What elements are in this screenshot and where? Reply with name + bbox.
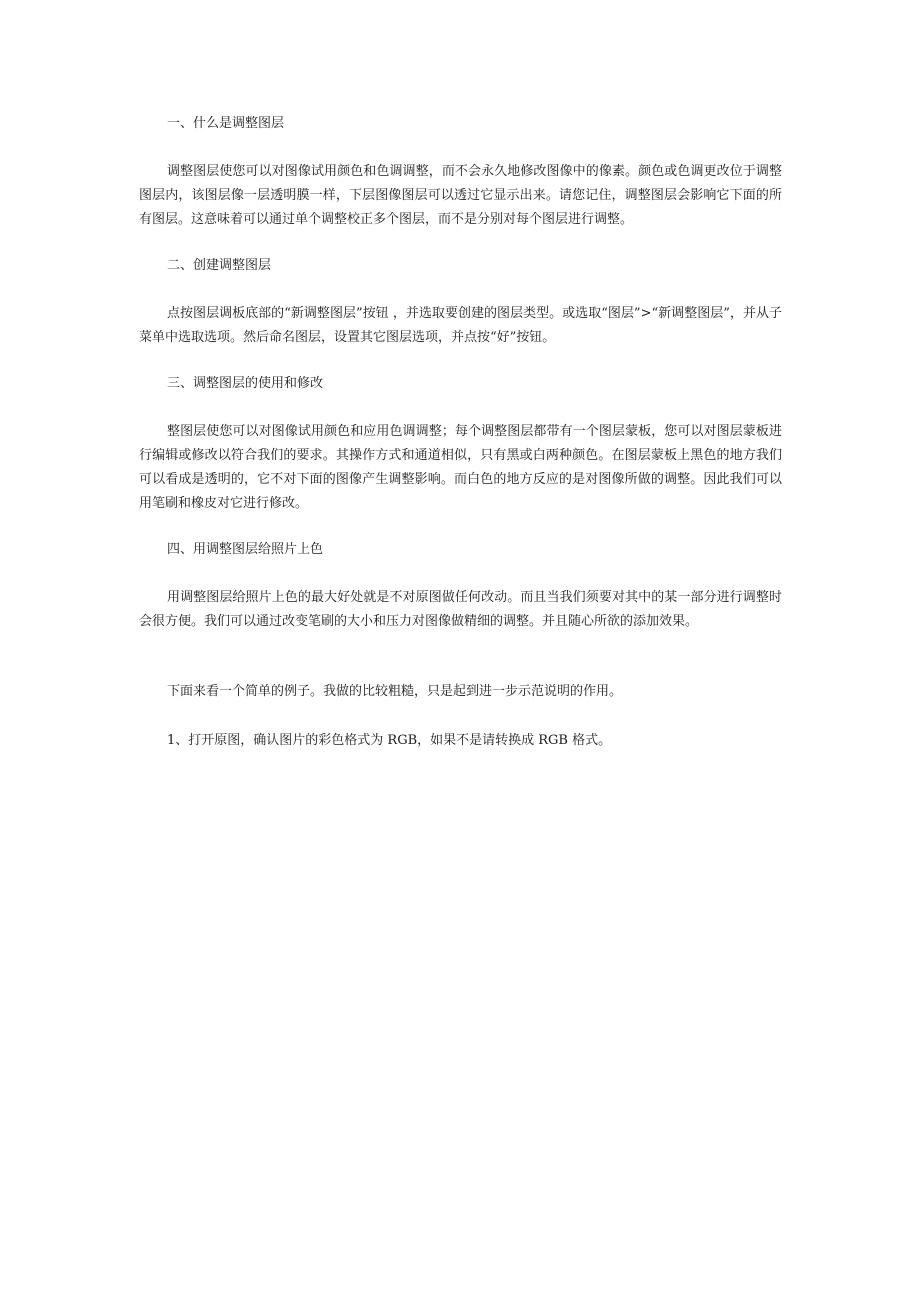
section-2-heading: 二、创建调整图层 xyxy=(167,258,272,273)
spacer xyxy=(139,562,782,586)
spacer xyxy=(139,278,782,302)
section-1-paragraph: 调整图层使您可以对图像试用颜色和色调调整，而不会永久地修改图像中的像素。颜色或色调更改位于调整图层内，该图层像一层透明膜一样，下层图像图层可以透过它显示出来。请您记住，调整图层会影响它下面的所有图层。这意味着可以通过单个调整校正多个图层，而不是分别对每个图层进行调整。 xyxy=(139,164,782,227)
example-intro: 下面来看一个简单的例子。我做的比较粗糙，只是起到进一步示范说明的作用。 xyxy=(167,684,623,699)
section-2-paragraph: 点按图层调板底部的“新调整图层”按钮 ，并选取要创建的图层类型。或选取“图层”>“新调整图层”，并从子菜单中选取选项。然后命名图层，设置其它图层选项，并点按“好”按钮。 xyxy=(139,306,782,345)
spacer xyxy=(139,704,782,729)
section-3-heading: 三、调整图层的使用和修改 xyxy=(167,376,324,391)
spacer xyxy=(139,350,782,372)
spacer xyxy=(139,516,782,538)
spacer xyxy=(139,396,782,420)
section-4-paragraph: 用调整图层给照片上色的最大好处就是不对原图做任何改动。而且当我们须要对其中的某一部分进行调整时会很方便。我们可以通过改变笔刷的大小和压力对图像做精细的调整。并且随心所欲的添加效果。 xyxy=(139,590,782,629)
step-1: 1、打开原图，确认图片的彩色格式为 RGB，如果不是请转换成 RGB 格式。 xyxy=(167,733,612,748)
section-4-heading: 四、用调整图层给照片上色 xyxy=(167,542,324,557)
section-3-paragraph: 整图层使您可以对图像试用颜色和应用色调调整；每个调整图层都带有一个图层蒙板，您可以对图层蒙板进行编辑或修改以符合我们的要求。其操作方式和通道相似，只有黑或白两种颜色。在图层蒙板上黑色的地方我们可以看成是透明的，它不对下面的图像产生调整影响。而白色的地方反应的是对图像所做的调整。因此我们可以用笔刷和橡皮对它进行修改。 xyxy=(139,424,782,511)
section-1-heading: 一、什么是调整图层 xyxy=(167,116,285,131)
document-content xyxy=(139,112,782,753)
spacer xyxy=(139,232,782,254)
spacer xyxy=(139,634,782,680)
spacer xyxy=(139,136,782,160)
